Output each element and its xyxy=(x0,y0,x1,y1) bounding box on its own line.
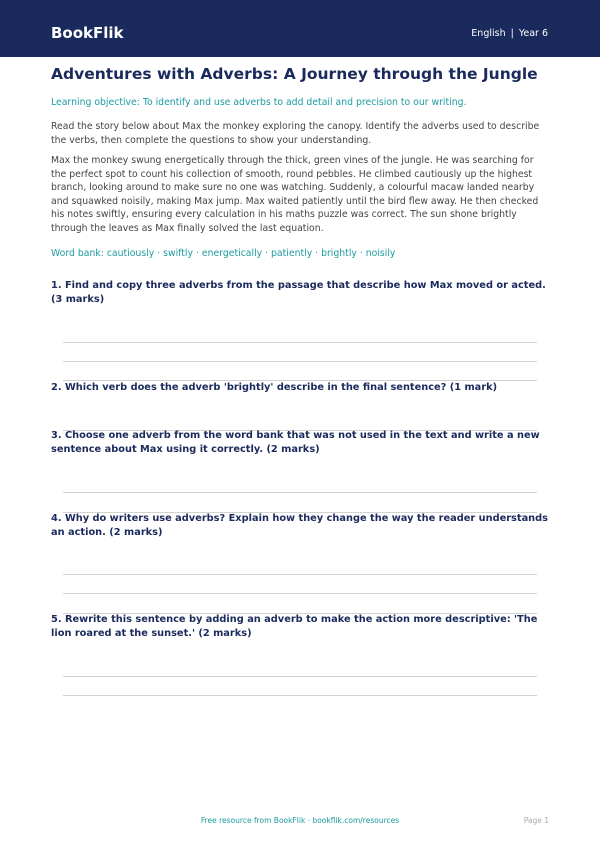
answer-line[interactable] xyxy=(63,695,537,696)
question-2: 2. Which verb does the adverb 'brightly' describe in the final sentence? (1 mark) xyxy=(51,382,498,393)
year-label: Year 6 xyxy=(518,28,548,39)
brand-logo-text: BookFlik xyxy=(51,24,124,42)
question-5: 5. Rewrite this sentence by adding an adverb to make the action more descriptive: 'The lion roared at the sunset.' (2 marks) xyxy=(51,614,538,639)
worksheet-title: Adventures with Adverbs: A Journey through the Jungle xyxy=(51,65,538,83)
story-passage: Max the monkey swung energetically through the thick, green vines of the jungle. He was searching for the perfect spot to count his collection of smooth, round pebbles. He climbed cautiously up the highest branch, looking around to make sure no one was watching. Suddenly, a colourful macaw landed nearby and squawked noisily, making Max jump. Max waited patiently until the bird flew away. He then checked his notes swiftly, ensuring every calculation in his maths puzzle was correct. The sun shone brightly through the leaves as Max finally solved the last equation. xyxy=(51,155,539,234)
page-number: Page 1 xyxy=(523,816,549,825)
header-meta xyxy=(471,28,548,39)
instructions-text: Read the story below about Max the monkey exploring the canopy. Identify the adverbs used to describe the verbs, then complete the questions to show your understanding. xyxy=(51,121,540,146)
subject-label: English xyxy=(471,28,506,39)
answer-line[interactable] xyxy=(63,361,537,362)
footer-credit: Free resource from BookFlik · bookflik.com/resources xyxy=(200,816,400,825)
question-3: 3. Choose one adverb from the word bank that was not used in the text and write a new sentence about Max using it correctly. (2 marks) xyxy=(51,430,540,455)
answer-line[interactable] xyxy=(63,676,537,677)
word-bank: Word bank: cautiously · swiftly · energetically · patiently · brightly · noisily xyxy=(51,248,396,259)
header-bar xyxy=(0,0,600,57)
answer-line[interactable] xyxy=(63,342,537,343)
question-4: 4. Why do writers use adverbs? Explain how they change the way the reader understands an action. (2 marks) xyxy=(51,513,548,538)
learning-objective: Learning objective: To identify and use adverbs to add detail and precision to our writing. xyxy=(51,97,467,108)
header-separator: | xyxy=(510,28,514,39)
answer-line[interactable] xyxy=(63,574,537,575)
question-1: 1. Find and copy three adverbs from the passage that describe how Max moved or acted. (3 marks) xyxy=(51,280,546,305)
answer-line[interactable] xyxy=(63,593,537,594)
answer-line[interactable] xyxy=(63,492,537,493)
